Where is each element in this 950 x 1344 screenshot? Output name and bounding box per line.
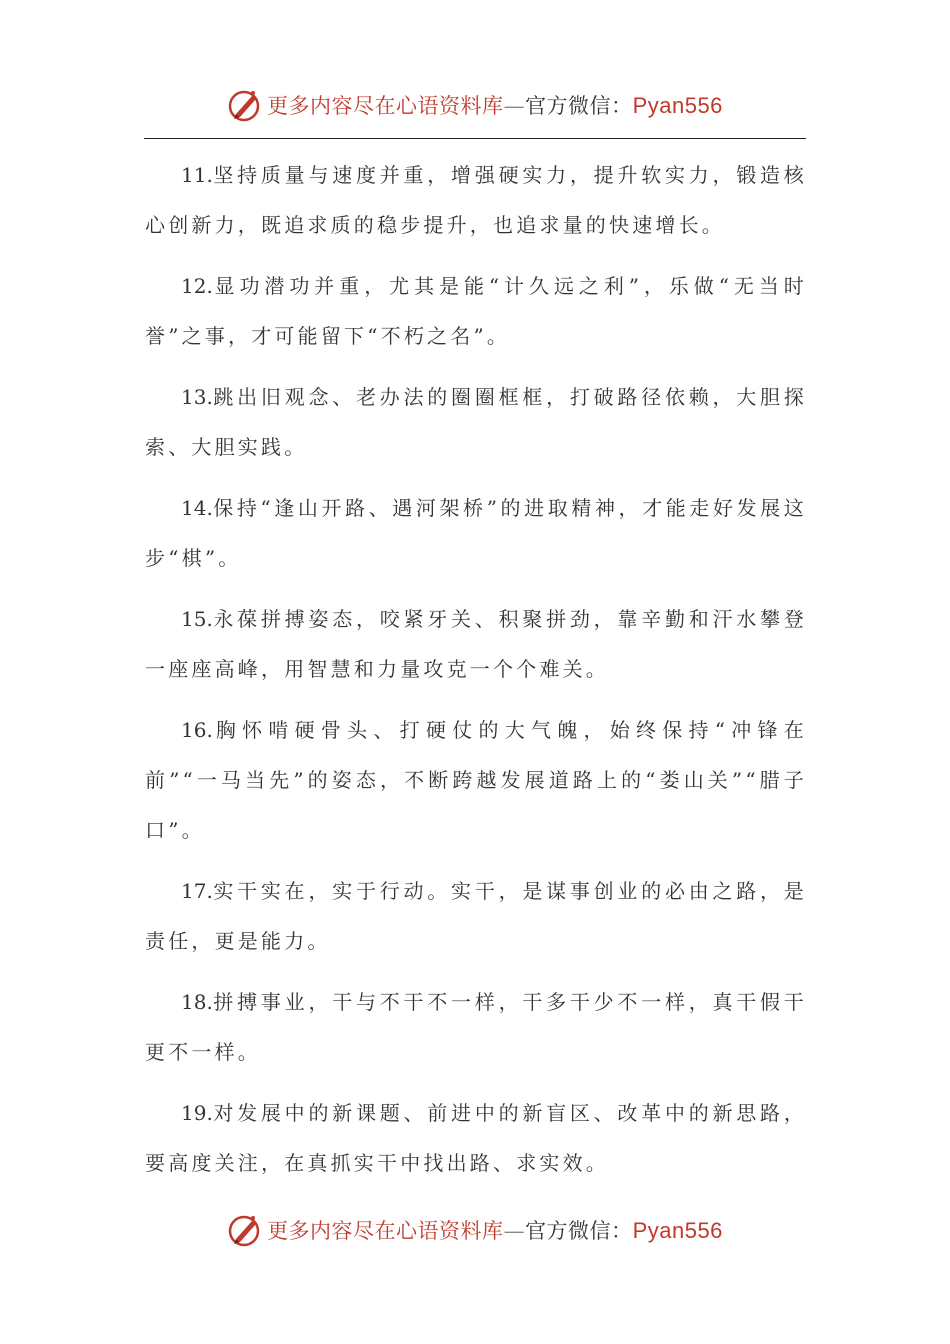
item-number: 19. — [181, 1101, 213, 1125]
item-text: 坚持质量与速度并重，增强硬实力，提升软实力，锻造核心创新力，既追求质的稳步提升，也追求量的快速增长。 — [145, 163, 807, 237]
list-item — [145, 372, 807, 472]
item-text: 胸怀啃硬骨头、打硬仗的大气魄，始终保持“冲锋在前”“一马当先”的姿态，不断跨越发展道路上的“娄山关”“腊子口”。 — [145, 718, 807, 842]
list-item — [145, 261, 807, 361]
list-item — [145, 866, 807, 966]
item-text: 永葆拼搏姿态，咬紧牙关、积聚拼劲，靠辛勤和汗水攀登一座座高峰，用智慧和力量攻克一个个难关。 — [145, 607, 807, 681]
item-text: 实干实在，实于行动。实干，是谋事创业的必由之路，是责任，更是能力。 — [145, 879, 807, 953]
list-item — [145, 977, 807, 1077]
banner-account: Pyan556 — [632, 1218, 723, 1243]
banner-account: Pyan556 — [632, 93, 723, 118]
pen-logo-icon — [227, 87, 263, 123]
item-text: 保持“逢山开路、遇河架桥”的进取精神，才能走好发展这步“棋”。 — [145, 496, 807, 570]
item-number: 14. — [181, 496, 213, 520]
pen-logo-icon — [227, 1212, 263, 1248]
header-banner — [0, 80, 950, 130]
banner-wechat-label: 官方微信： — [525, 1219, 633, 1243]
item-number: 12. — [181, 274, 213, 298]
item-text: 显功潜功并重，尤其是能“计久远之利”，乐做“无当时誉”之事，才可能留下“不朽之名”。 — [145, 274, 807, 348]
banner-brand: 更多内容尽在心语资料库 — [267, 1219, 504, 1243]
item-number: 17. — [181, 879, 213, 903]
document-body — [145, 150, 807, 1199]
item-number: 18. — [181, 990, 213, 1014]
banner-dash: — — [503, 94, 526, 118]
item-number: 16. — [181, 718, 213, 742]
item-number: 11. — [181, 163, 213, 187]
banner-dash: — — [503, 1219, 526, 1243]
item-number: 15. — [181, 607, 213, 631]
header-divider — [144, 138, 806, 139]
list-item — [145, 483, 807, 583]
list-item — [145, 1088, 807, 1188]
banner-wechat-label: 官方微信： — [525, 94, 633, 118]
banner-brand: 更多内容尽在心语资料库 — [267, 94, 504, 118]
list-item — [145, 705, 807, 855]
item-text: 拼搏事业，干与不干不一样，干多干少不一样，真干假干更不一样。 — [145, 990, 807, 1064]
footer-banner — [0, 1205, 950, 1255]
item-number: 13. — [181, 385, 213, 409]
list-item — [145, 594, 807, 694]
item-text: 跳出旧观念、老办法的圈圈框框，打破路径依赖，大胆探索、大胆实践。 — [145, 385, 807, 459]
item-text: 对发展中的新课题、前进中的新盲区、改革中的新思路，要高度关注，在真抓实干中找出路、求实效。 — [145, 1101, 807, 1175]
list-item — [145, 150, 807, 250]
